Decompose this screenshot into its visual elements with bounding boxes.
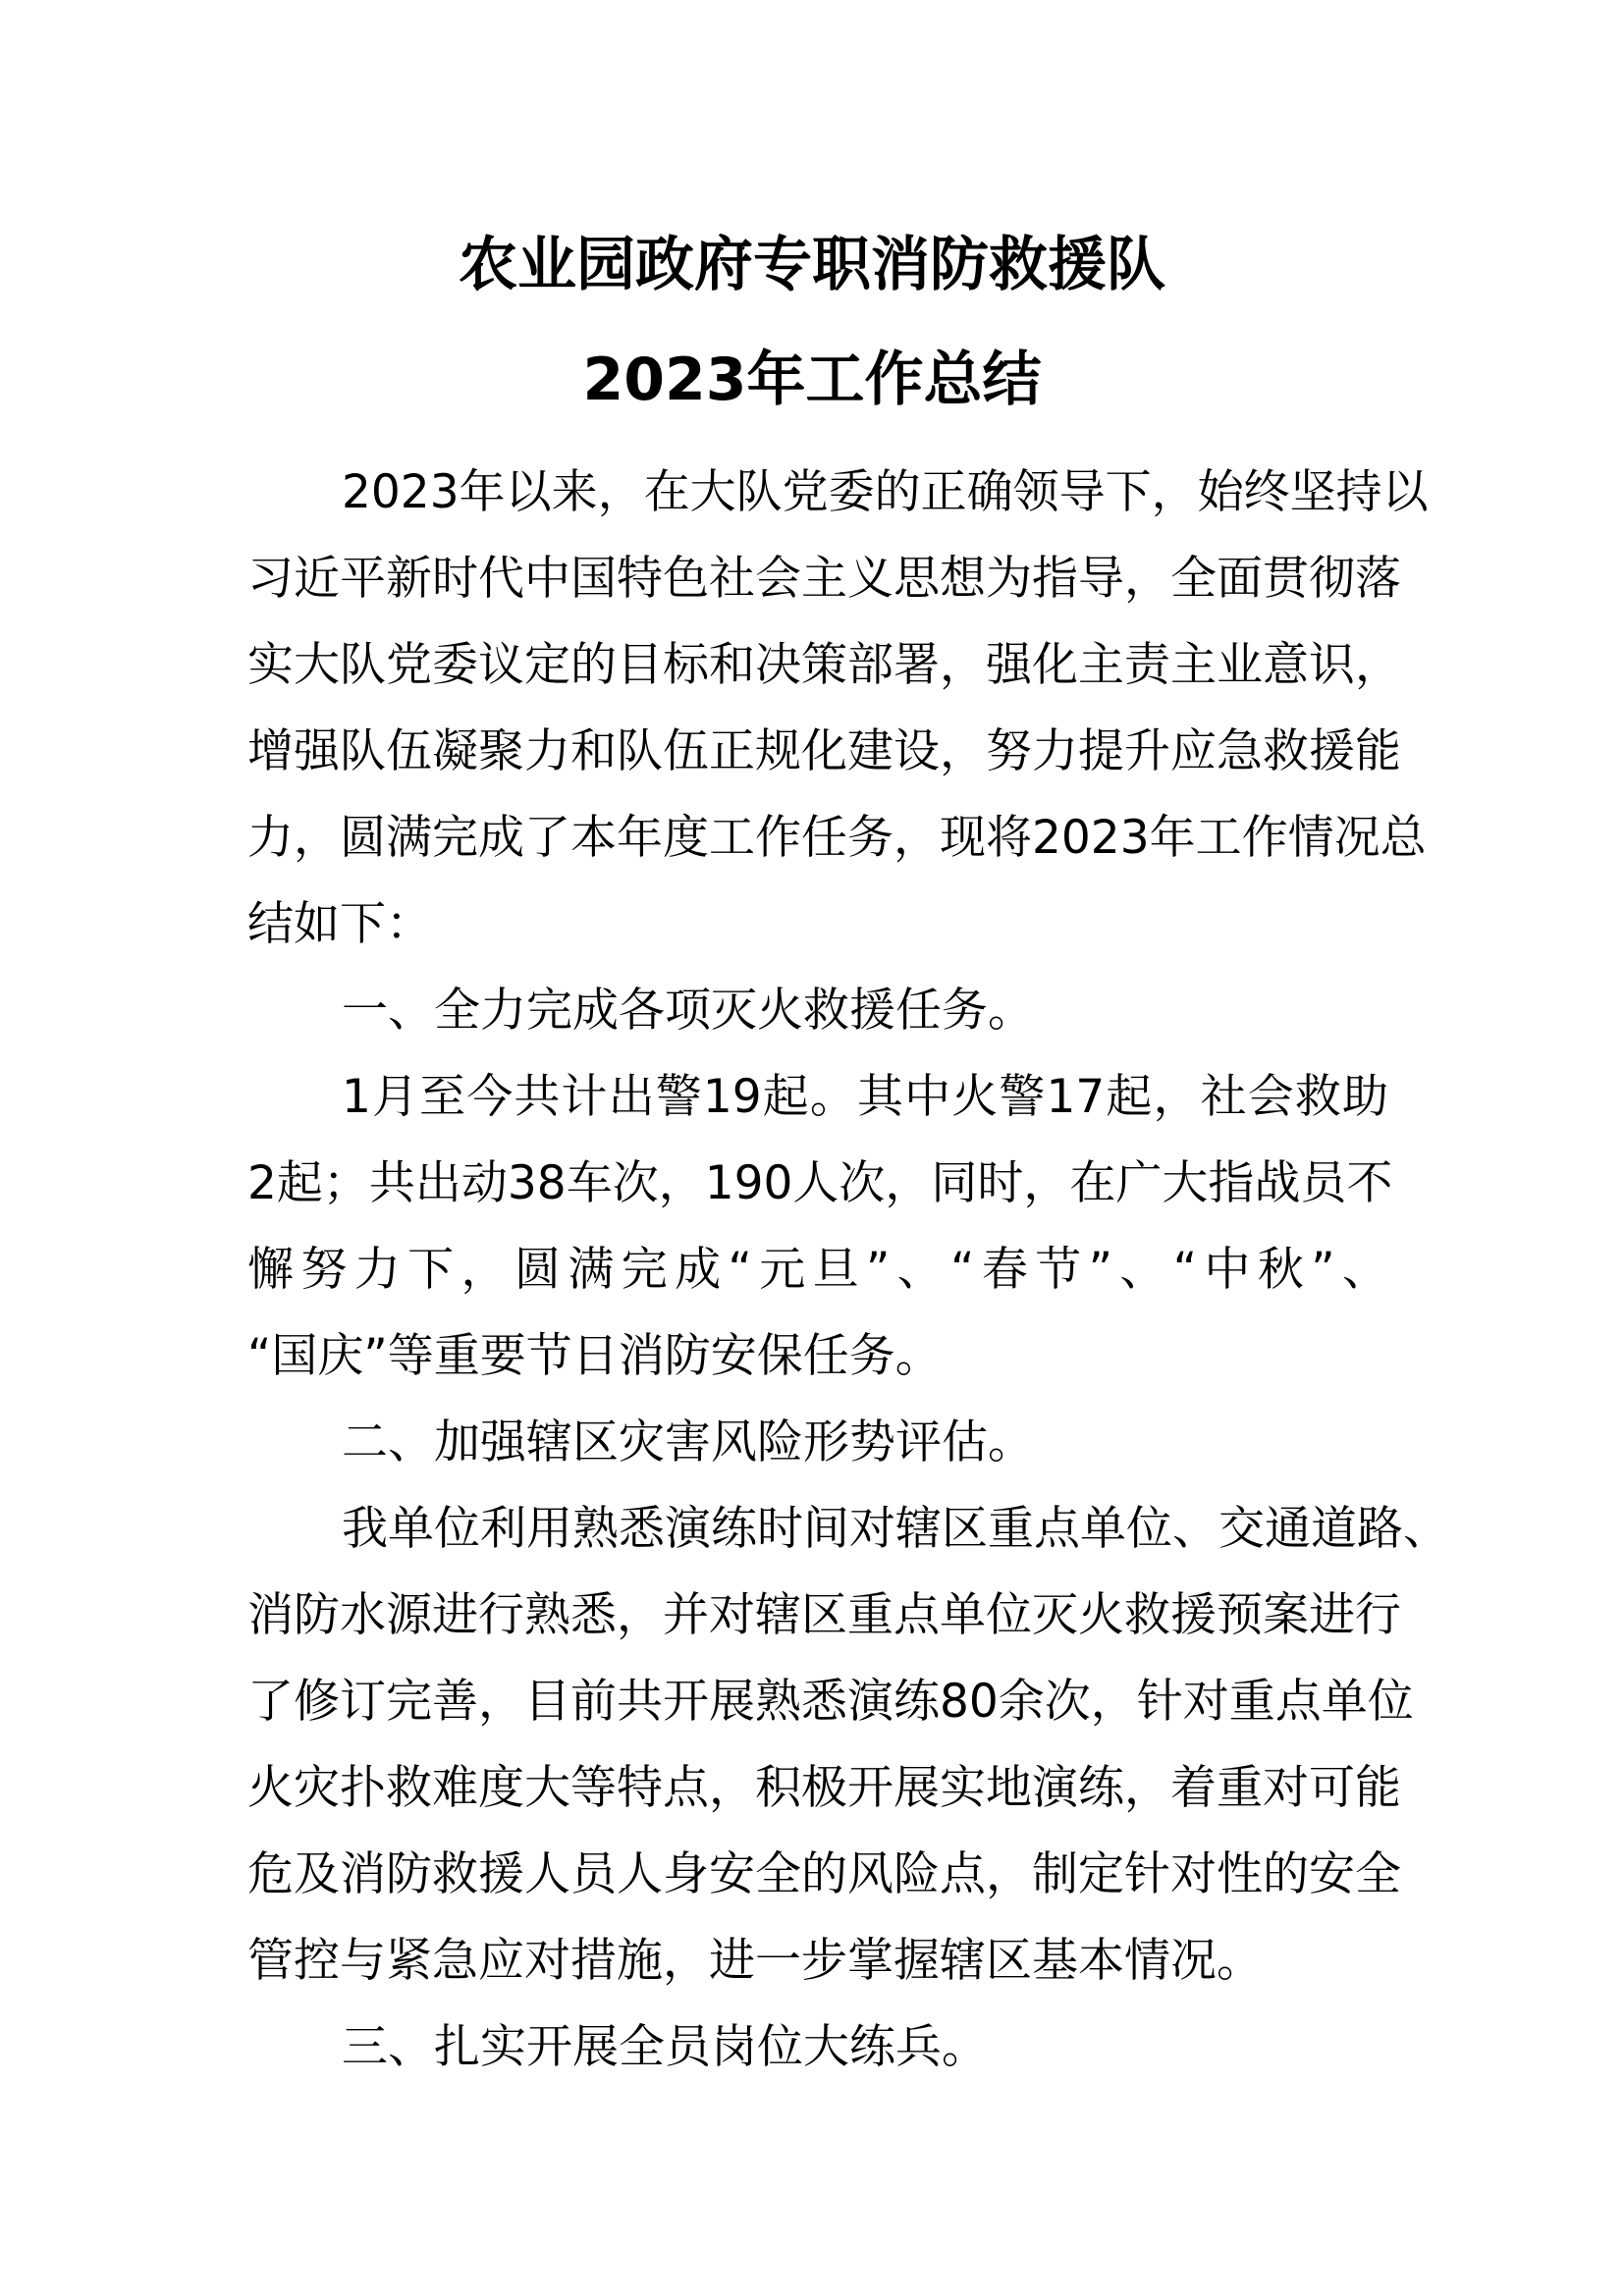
- text-line: 实大队党委议定的目标和决策部署，强化主责主业意识，: [247, 638, 1401, 692]
- paragraph: [247, 1054, 1393, 1400]
- text-line: “国庆”等重要节日消防安保任务。: [247, 1329, 942, 1383]
- text-line: 火灾扑救难度大等特点，积极开展实地演练，着重对可能: [247, 1761, 1401, 1815]
- text-line: 危及消防救援人员人身安全的风险点，制定针对性的安全: [247, 1847, 1401, 1901]
- text-line: 结如下：: [247, 897, 432, 951]
- text-line: 了修订完善，目前共开展熟悉演练80余次，针对重点单位: [247, 1675, 1414, 1729]
- text-line: 2023年以来，在大队党委的正确领导下，始终坚持以: [342, 465, 1429, 519]
- paragraph: [247, 450, 1429, 968]
- text-line: 增强队伍凝聚力和队伍正规化建设，努力提升应急救援能: [247, 724, 1401, 778]
- text-line: 一、全力完成各项灭火救援任务。: [342, 984, 1034, 1038]
- text-line: 习近平新时代中国特色社会主义思想为指导，全面贯彻落: [247, 552, 1401, 606]
- text-line: 力，圆满完成了本年度工作任务，现将2023年工作情况总: [247, 811, 1427, 865]
- document-title-line-2: 2023年工作总结: [582, 346, 1042, 414]
- text-line: 2起；共出动38车次，190人次，同时，在广大指战员不: [247, 1156, 1393, 1210]
- section-heading: [247, 2004, 1388, 2091]
- section-heading: [247, 1400, 1388, 1486]
- text-line: 管控与紧急应对措施，进一步掌握辖区基本情况。: [247, 1934, 1263, 1988]
- text-line: 三、扎实开展全员岗位大练兵。: [342, 2020, 988, 2074]
- text-line: 二、加强辖区灾害风险形势评估。: [342, 1415, 1034, 1469]
- text-line: 懈努力下，圆满完成“元旦”、“春节”、“中秋”、: [247, 1243, 1388, 1297]
- paragraph: [247, 1486, 1449, 2004]
- document-body: [247, 450, 1449, 2091]
- text-line: 1月至今共计出警19起。其中火警17起，社会救助: [342, 1070, 1388, 1124]
- section-heading: [247, 968, 1388, 1054]
- text-line: 我单位利用熟悉演练时间对辖区重点单位、交通道路、: [342, 1502, 1449, 1556]
- text-line: 消防水源进行熟悉，并对辖区重点单位灭火救援预案进行: [247, 1588, 1401, 1642]
- document-title-line-1: 农业园政府专职消防救援队: [459, 231, 1165, 299]
